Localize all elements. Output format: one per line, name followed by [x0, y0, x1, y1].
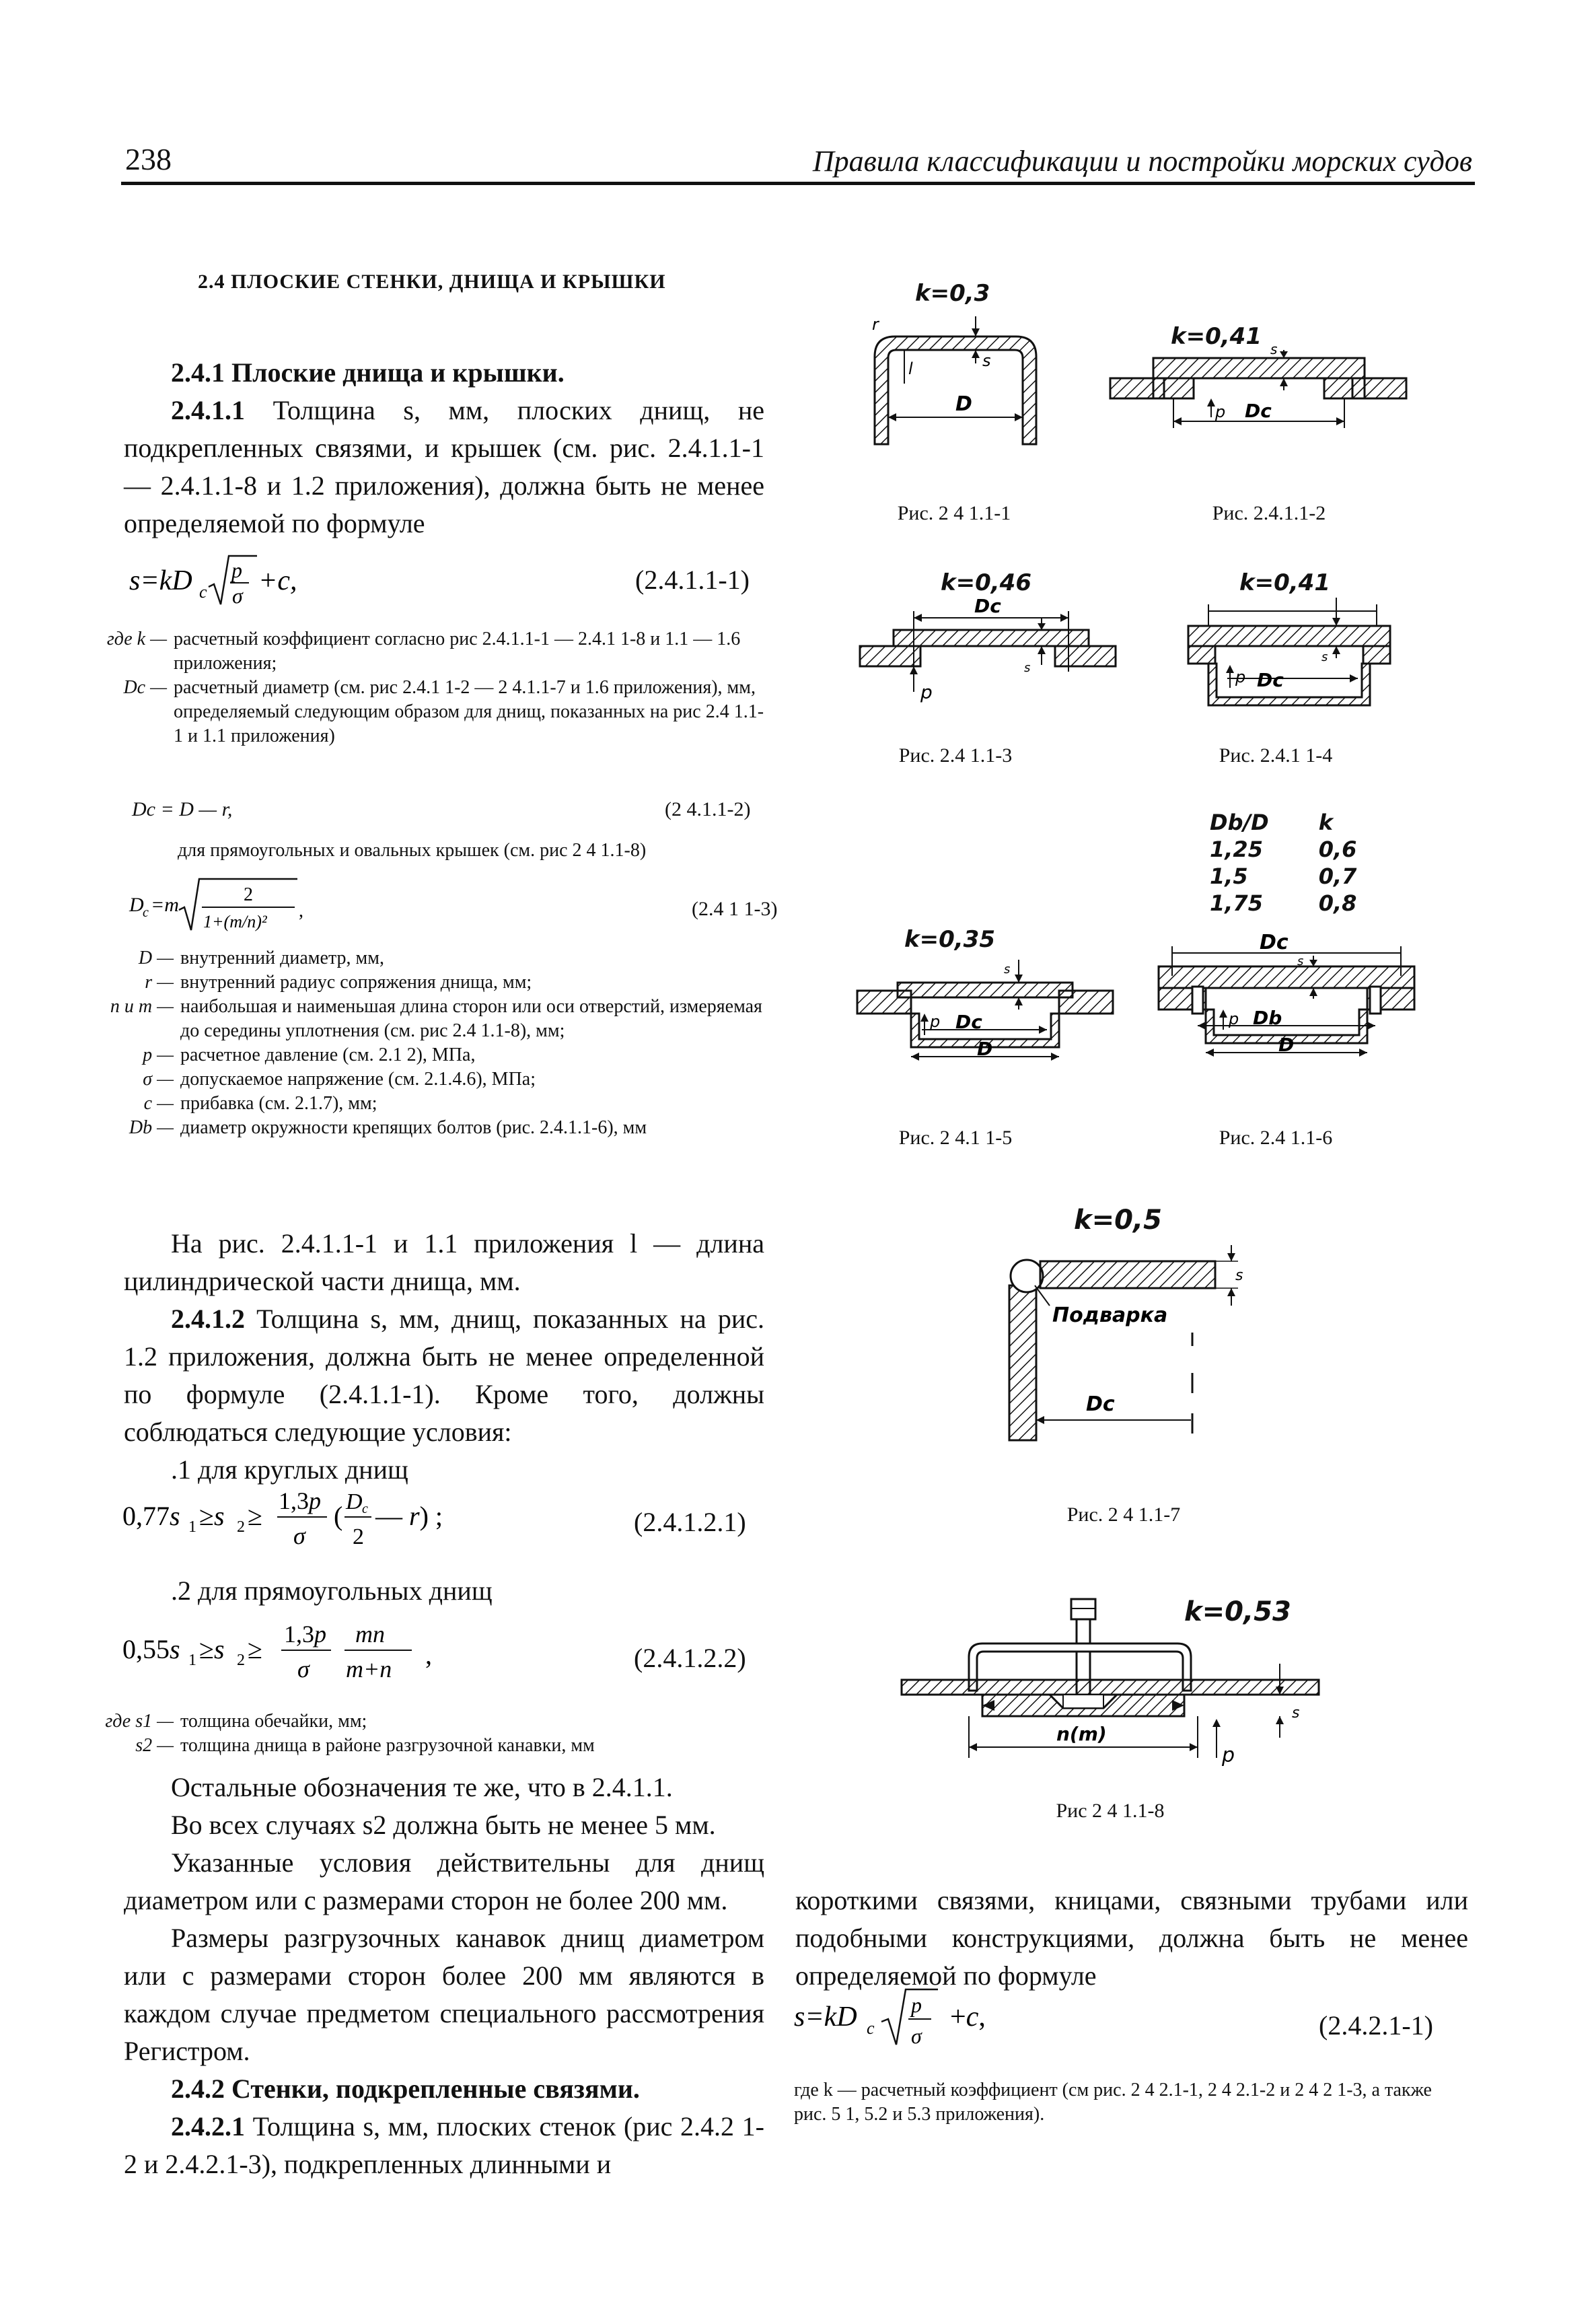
table-header-cell: k [1318, 810, 1333, 835]
paragraph-2-4-2-1 [124, 2108, 764, 2183]
label-s: s [1321, 650, 1328, 664]
where-text: диаметр окружности крепящих болтов (рис. 2.4.1.1-6), мм [180, 1117, 647, 1138]
label-weld: Подварка [1052, 1304, 1168, 1327]
svg-text:0,77s: 0,77s [122, 1501, 180, 1531]
paragraph-notation: Остальные обозначения те же, что в 2.4.1.1. [171, 1772, 673, 1802]
paragraph-2-4-1-1 [124, 392, 764, 542]
svg-text:σ: σ [297, 1656, 310, 1683]
paragraph-grooves: Размеры разгрузочных канавок днищ диаметром или с размерами сторон более 200 мм являются в каждом случае предметом специального рассмотрения Регистром. [124, 1923, 764, 2066]
table-cell: 0,6 [1318, 837, 1357, 862]
caption-fig-3: Рис. 2.4 1.1-3 [898, 744, 1013, 767]
svg-text:+c,: +c, [258, 565, 297, 596]
caption-fig-5: Рис. 2 4.1 1-5 [898, 1127, 1013, 1149]
svg-text:D: D [129, 894, 144, 916]
figure-7-drawing [1003, 1238, 1272, 1460]
eq-number-3: (2.4 1 1-3) [692, 898, 778, 920]
label-s: s [1297, 954, 1304, 968]
formula-4-svg [122, 1479, 499, 1553]
where-text: толщина обечайки, мм; [180, 1711, 367, 1732]
eq3-intro: для прямоугольных и овальных крышек (см. рис 2 4 1.1-8) [178, 840, 647, 861]
label-s: s [1292, 1705, 1300, 1722]
where-symbol: где k — [106, 629, 167, 649]
svg-text:2: 2 [244, 884, 253, 905]
para-text: Толщина s, мм, плоских днищ, не подкрепленных связями, и крышек (см. рис. 2.4.1.1-1 — 2.4.1.1-8 и 1.2 приложения), должна быть не менее определяемой по формуле [124, 395, 764, 538]
svg-text:σ: σ [911, 2024, 922, 2048]
svg-text:1: 1 [188, 1652, 196, 1669]
where-text: наибольшая и наименьшая длина сторон или оси отверстий, измеряемая до середины уплотнения (см. рис 2.4 1.1-8), мм; [180, 996, 762, 1041]
label-D: D [955, 392, 972, 416]
eq-number-6: (2.4.2.1-1) [1319, 2010, 1433, 2041]
label-Dc: Dc [955, 1011, 982, 1033]
table-cell: 1,5 [1210, 863, 1248, 889]
eq-number-4: (2.4.1.2.1) [634, 1507, 746, 1537]
where-row [94, 946, 767, 970]
svg-text:,: , [299, 900, 303, 921]
svg-text:σ: σ [293, 1522, 305, 1549]
figure-5-drawing [850, 953, 1120, 1115]
coefficient-label: k=0,46 [941, 569, 1031, 596]
condition-2: .2 для прямоугольных днищ [171, 1576, 493, 1606]
where-row [94, 1092, 767, 1116]
label-Dc: Dc [1260, 931, 1289, 954]
label-r: r [872, 315, 879, 334]
formula-5-svg [122, 1613, 472, 1687]
svg-text:c: c [362, 1501, 368, 1516]
where-symbol: r — [145, 972, 174, 993]
formula-2: Dc = D — r, [132, 798, 233, 820]
svg-text:≥: ≥ [248, 1634, 262, 1664]
svg-text:≥s: ≥s [199, 1634, 225, 1664]
figure-6-coefficient-table [1210, 809, 1366, 917]
svg-text:s=kD: s=kD [129, 565, 192, 596]
table-cell: 1,75 [1210, 890, 1263, 916]
label-s: s [1270, 341, 1278, 357]
formula-1-svg [129, 551, 344, 611]
where-symbol: p — [143, 1045, 174, 1065]
where-text: расчетный диаметр (см. рис 2.4.1 1-2 — 2 4.1.1-7 и 1.6 приложения), мм, определяемый следующим образом для днищ, показанных на рис 2.4 1.1-1 и 1.1 приложения) [174, 677, 764, 746]
figure-2-4-1-1-1 [855, 280, 1056, 482]
label-Db: Db [1253, 1007, 1282, 1029]
where-row [94, 970, 767, 995]
figure-8-drawing [895, 1590, 1326, 1798]
coefficient-label: k=0,53 [1184, 1596, 1291, 1627]
where-row [94, 995, 767, 1043]
coefficient-label: k=0,41 [1171, 323, 1262, 350]
svg-text:c: c [199, 582, 207, 602]
svg-text:0,55s: 0,55s [122, 1634, 180, 1664]
para-num: 2.4.1.1 [171, 395, 245, 425]
svg-text:p: p [911, 1993, 922, 2017]
svg-text:mn: mn [355, 1621, 385, 1648]
left-column-top [124, 354, 764, 542]
svg-text:≥: ≥ [248, 1501, 262, 1531]
svg-text:2: 2 [237, 1652, 245, 1669]
condition-1: .1 для круглых днищ [171, 1454, 408, 1485]
where-text: расчетное давление (см. 2.1 2), МПа, [180, 1045, 476, 1065]
svg-text:s=kD: s=kD [794, 2002, 857, 2032]
label-p: p [930, 1012, 941, 1031]
where-row [94, 1043, 767, 1067]
para-num: 2.4.1.2 [171, 1304, 245, 1334]
subsection-title-2-4-1: 2.4.1 Плоские днища и крышки. [171, 357, 565, 388]
svg-text:— r) ;: — r) ; [375, 1501, 443, 1531]
svg-text:≥s: ≥s [199, 1501, 225, 1531]
caption-fig-7: Рис. 2 4 1.1-7 [1066, 1504, 1181, 1526]
table-header-cell: Db/D [1210, 810, 1269, 835]
label-D: D [1278, 1034, 1295, 1056]
svg-text:+c,: +c, [950, 2002, 986, 2032]
figure-2-4-1-1-8 [895, 1590, 1326, 1798]
eq-number-1: (2.4.1.1-1) [635, 565, 750, 595]
where-text: прибавка (см. 2.1.7), мм; [180, 1093, 377, 1114]
coefficient-label: k=0,41 [1239, 569, 1330, 596]
page-number: 238 [125, 142, 172, 176]
figure-1-drawing [855, 310, 1056, 471]
label-p: p [1235, 668, 1246, 686]
svg-text:1+(m/n)²: 1+(m/n)² [203, 912, 267, 931]
coefficient-label: k=0,5 [1074, 1205, 1162, 1236]
label-Dc: Dc [1245, 400, 1272, 422]
subsection-title-2-4-2: 2.4.2 Стенки, подкрепленные связями. [171, 2074, 640, 2104]
svg-text:1,3p: 1,3p [279, 1487, 321, 1514]
section-title: 2.4 ПЛОСКИЕ СТЕНКИ, ДНИЩА И КРЫШКИ [198, 271, 666, 293]
label-p: p [920, 681, 933, 703]
left-column-bottom [124, 1769, 764, 2183]
coefficient-label: k=0,3 [915, 280, 990, 307]
table-cell: 0,7 [1318, 863, 1357, 889]
label-Dc: Dc [974, 595, 1001, 617]
paragraph-fig-note: На рис. 2.4.1.1-1 и 1.1 приложения l — длина цилиндрической части днища, мм. [124, 1228, 764, 1296]
where-symbol: где s1 — [105, 1711, 174, 1732]
eq-number-2: (2 4.1.1-2) [665, 798, 751, 820]
paragraph-2-4-1-2 [124, 1300, 764, 1451]
where-row [94, 1116, 767, 1140]
figure-3-drawing [853, 595, 1122, 732]
formula-3 [129, 872, 331, 947]
table-row [1210, 836, 1366, 863]
eq-number-5: (2.4.1.2.2) [634, 1643, 746, 1673]
caption-fig-4: Рис. 2.4.1 1-4 [1219, 744, 1333, 767]
figure-2-4-1-1-6 [1152, 929, 1421, 1117]
where-text: допускаемое напряжение (см. 2.1.4.6), МПа; [180, 1069, 536, 1090]
figure-4-drawing [1182, 598, 1397, 739]
where-symbol: c — [143, 1093, 174, 1114]
svg-text:c: c [867, 2018, 875, 2038]
label-nm: n(m) [1056, 1723, 1107, 1745]
label-p: p [1222, 1744, 1235, 1767]
where-text: толщина днища в районе разгрузочной канавки, мм [180, 1735, 595, 1756]
label-p: p [1215, 402, 1226, 421]
where-row [87, 676, 767, 748]
svg-text:c: c [143, 905, 149, 920]
where-symbol: n и m — [110, 996, 174, 1017]
left-column-middle [124, 1225, 764, 1489]
formula-4 [122, 1479, 499, 1561]
table-row [1210, 890, 1366, 917]
label-Dc: Dc [1257, 669, 1284, 691]
where-symbol: Dc — [123, 677, 167, 698]
label-s: s [982, 351, 991, 370]
table-cell: 1,25 [1210, 837, 1263, 862]
where-text: расчетный коэффициент согласно рис 2.4.1.1-1 — 2.4.1 1-8 и 1.1 — 1.6 приложения; [174, 629, 741, 674]
where-row [94, 1709, 767, 1734]
label-D: D [977, 1038, 993, 1060]
formula-6 [794, 1981, 1077, 2063]
svg-text:1: 1 [188, 1518, 196, 1536]
where-row [94, 1067, 767, 1092]
svg-text:D: D [346, 1489, 363, 1514]
para-text: Толщина s, мм, днищ, показанных на рис. 1.2 приложения, должна быть не менее определенной по формуле (2.4.1.1-1). Кроме того, должны соблюдаться следующие условия: [124, 1304, 764, 1447]
svg-text:1,3p: 1,3p [284, 1621, 326, 1648]
svg-text:p: p [231, 558, 242, 582]
caption-fig-8: Рис 2 4 1.1-8 [1056, 1800, 1165, 1822]
where-symbol: s2 — [135, 1735, 174, 1756]
where-text: внутренний диаметр, мм, [180, 948, 384, 968]
where-symbol: Db — [129, 1117, 174, 1138]
figure-2-4-1-1-4 [1182, 569, 1397, 738]
paragraph-min-s2: Во всех случаях s2 должна быть не менее 5 мм. [171, 1810, 716, 1840]
svg-text:2: 2 [353, 1524, 364, 1549]
right-column-bottom [795, 1882, 1468, 1995]
svg-text:,: , [425, 1639, 432, 1670]
label-s: s [1004, 962, 1011, 977]
svg-text:2: 2 [237, 1518, 245, 1536]
label-p: p [1229, 1010, 1239, 1028]
paragraph-conditions: Указанные условия действительны для днищ диаметром или с размерами сторон не более 200 мм. [124, 1847, 764, 1915]
caption-fig-6: Рис. 2.4 1.1-6 [1219, 1127, 1333, 1149]
caption-fig-1: Рис. 2 4 1.1-1 [897, 502, 1011, 524]
formula-1 [129, 551, 344, 618]
label-s: s [1235, 1267, 1243, 1284]
figure-2-4-1-1-3 [853, 569, 1122, 738]
figure-2-4-1-1-5 [850, 926, 1120, 1115]
coefficient-label: k=0,35 [904, 926, 995, 953]
svg-text:=m: =m [151, 894, 179, 916]
table-header-row [1210, 809, 1366, 836]
where-list-4: где k — расчетный коэффициент (см рис. 2 4 2.1-1, 2 4 2.1-2 и 2 4 2 1-3, а также рис. 5 1, 5.2 и 5.3 приложения). [794, 2080, 1432, 2125]
where-list-2 [94, 946, 767, 1140]
figure-6-drawing [1152, 929, 1421, 1104]
figure-2-4-1-1-7 [1003, 1205, 1272, 1460]
formula-5 [122, 1613, 472, 1694]
formula-3-svg [129, 872, 331, 940]
where-text: внутренний радиус сопряжения днища, мм; [180, 972, 532, 993]
formula-6-svg [794, 1981, 1077, 2055]
where-row [87, 627, 767, 676]
table-row [1210, 863, 1366, 890]
para-text: Толщина s, мм, плоских стенок (рис 2.4.2 1-2 и 2.4.2.1-3), подкрепленных длинными и [124, 2111, 764, 2179]
label-Dc: Dc [1086, 1392, 1115, 1416]
figure-2-drawing [1103, 341, 1413, 471]
where-symbol: σ — [143, 1069, 174, 1090]
caption-fig-2: Рис. 2.4.1.1-2 [1212, 502, 1326, 524]
where-list-3 [94, 1709, 767, 1758]
where-row [94, 1734, 767, 1758]
svg-text:(: ( [334, 1501, 343, 1531]
header-rule [121, 182, 1475, 185]
svg-text:m+n: m+n [346, 1656, 392, 1683]
svg-text:σ: σ [232, 583, 243, 608]
where-list-1 [87, 627, 767, 748]
where-symbol: D — [138, 948, 174, 968]
label-l: l [908, 359, 913, 378]
figure-2-4-1-1-2 [1103, 323, 1413, 471]
para-num: 2.4.2.1 [171, 2111, 245, 2142]
running-title: Правила классификации и постройки морских судов [812, 145, 1472, 178]
paragraph-continued: короткими связями, кницами, связными трубами или подобными конструкциями, должна быть не менее определяемой по формуле [795, 1885, 1468, 1991]
label-s: s [1024, 661, 1031, 675]
table-cell: 0,8 [1318, 890, 1357, 916]
